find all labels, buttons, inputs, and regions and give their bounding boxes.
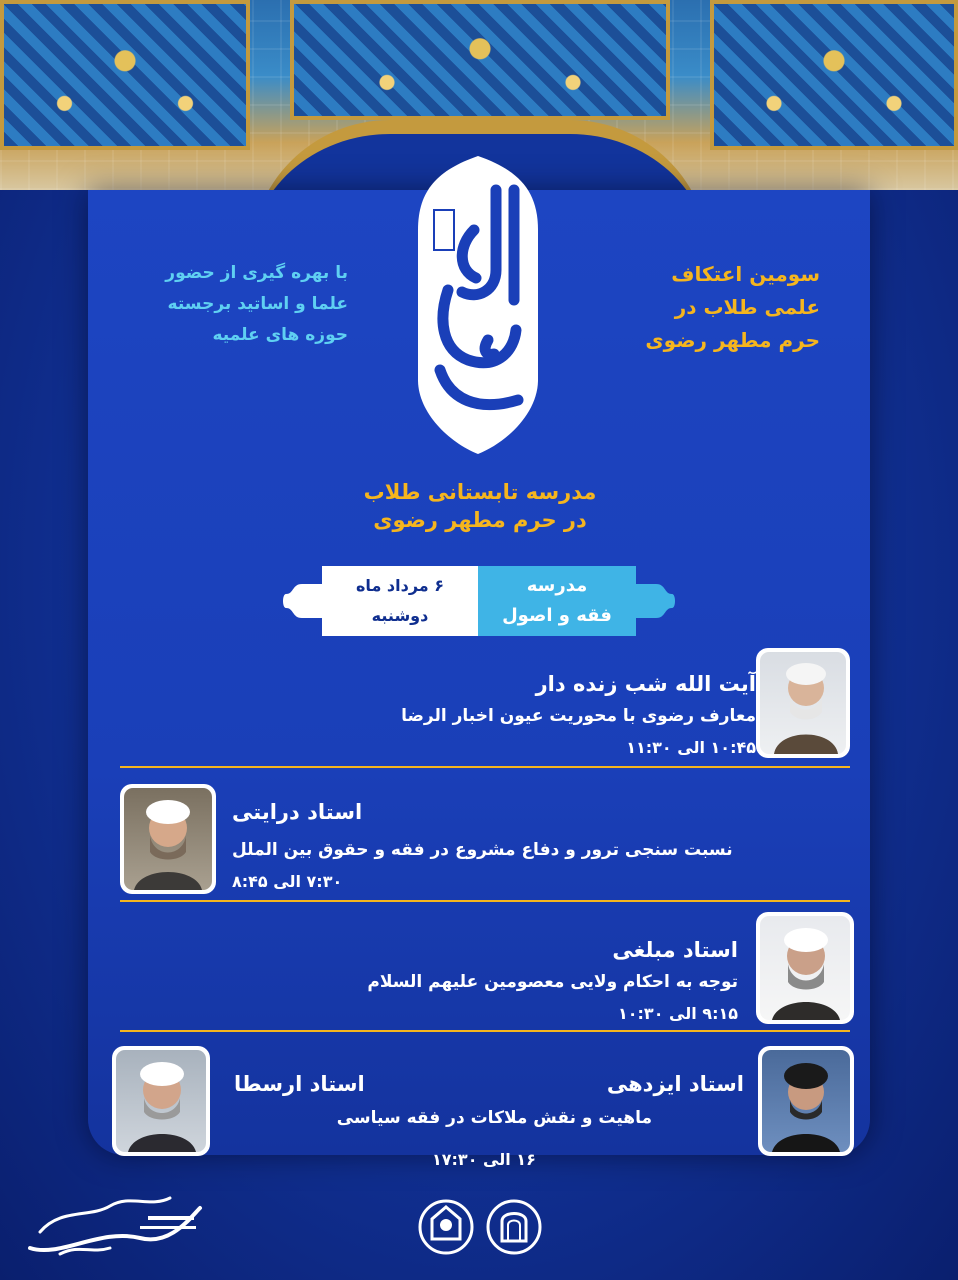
calligraphy-logo bbox=[378, 150, 578, 460]
session-topic: ماهیت و نقش ملاکات در فقه سیاسی bbox=[336, 1108, 652, 1128]
speaker-name: استاد درایتی bbox=[232, 800, 363, 824]
speaker-photo bbox=[758, 1046, 854, 1156]
event-subtitle-line: علما و اساتید برجسته bbox=[167, 294, 348, 314]
event-title-line: سومین اعتکاف bbox=[671, 262, 820, 286]
speaker-photo bbox=[756, 648, 850, 758]
session-banner bbox=[282, 566, 676, 636]
seal-logo bbox=[414, 1195, 478, 1259]
speaker-photo bbox=[756, 912, 854, 1024]
session-topic: نسبت سنجی ترور و دفاع مشروع در فقه و حقوق بین الملل bbox=[232, 840, 733, 860]
date-label-line: ۶ مرداد ماه bbox=[355, 576, 445, 595]
speaker-name: آیت الله شب زنده دار bbox=[535, 672, 756, 696]
divider-line bbox=[120, 766, 850, 768]
school-label-line: فقه و اصول bbox=[502, 605, 612, 626]
divider-line bbox=[120, 1030, 850, 1032]
event-title-line: علمی طلاب در bbox=[674, 295, 820, 319]
school-name bbox=[340, 478, 620, 534]
speaker-portrait-icon bbox=[760, 916, 850, 1020]
school-name-line: در حرم مطهر رضوی bbox=[373, 508, 587, 532]
speaker-photo bbox=[120, 784, 216, 894]
session-time: ۹:۱۵ الی ۱۰:۳۰ bbox=[618, 1004, 738, 1023]
date-label bbox=[322, 566, 478, 636]
speaker-name: استاد ایزدهی bbox=[606, 1072, 744, 1096]
seal-logo bbox=[482, 1195, 546, 1259]
school-name-line: مدرسه تابستانی طلاب bbox=[363, 480, 597, 504]
school-label bbox=[478, 566, 636, 636]
tile-panel-right bbox=[710, 0, 958, 150]
divider-line bbox=[120, 900, 850, 902]
speaker-portrait-icon bbox=[762, 1050, 850, 1152]
event-subtitle bbox=[138, 258, 348, 351]
session-topic: معارف رضوی با محوریت عیون اخبار الرضا bbox=[401, 706, 756, 726]
speaker-portrait-icon bbox=[760, 652, 846, 754]
tile-panel-left bbox=[0, 0, 250, 150]
speaker-name-secondary: استاد ارسطا bbox=[234, 1072, 365, 1096]
banner-cap-left bbox=[282, 584, 324, 618]
banner-cap-right bbox=[634, 584, 676, 618]
session-time: ۱۰:۴۵ الی ۱۱:۳۰ bbox=[626, 738, 756, 757]
school-label-line: مدرسه bbox=[526, 575, 588, 596]
speaker-portrait-icon bbox=[116, 1050, 206, 1152]
session-time: ۱۶ الی ۱۷:۳۰ bbox=[432, 1150, 536, 1169]
session-time: ۷:۳۰ الی ۸:۴۵ bbox=[232, 872, 343, 891]
event-title bbox=[560, 258, 820, 357]
event-subtitle-line: با بهره گیری از حضور bbox=[165, 263, 348, 283]
event-subtitle-line: حوزه های علمیه bbox=[212, 325, 348, 345]
journal-logo bbox=[20, 1188, 210, 1264]
event-title-line: حرم مطهر رضوی bbox=[645, 328, 820, 352]
speaker-portrait-icon bbox=[124, 788, 212, 890]
date-label-line: دوشنبه bbox=[371, 606, 429, 625]
speaker-name: استاد مبلغی bbox=[612, 938, 738, 962]
session-topic: توجه به احکام ولایی معصومین علیهم السلام bbox=[367, 972, 738, 992]
speaker-photo bbox=[112, 1046, 210, 1156]
tile-panel-center bbox=[290, 0, 670, 120]
